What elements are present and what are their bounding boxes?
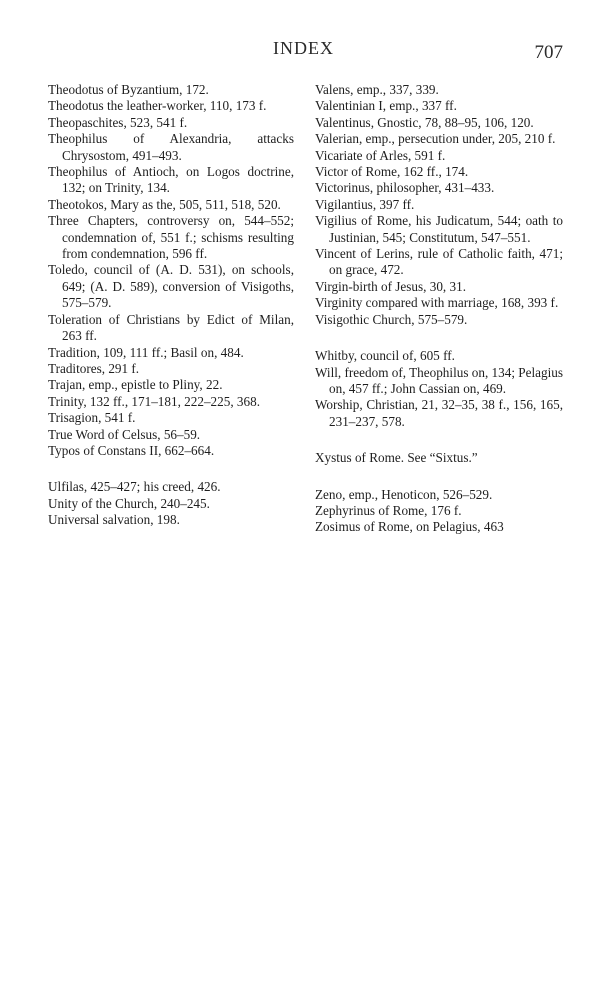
index-entry-references: , 541 f. — [98, 410, 136, 426]
index-entry — [315, 82, 563, 98]
index-entry-references: salvation, 198. — [99, 512, 180, 528]
index-entry-references: I, emp., 337 ff. — [375, 98, 457, 114]
index-entry-references: , emp., Henoticon, 526–529. — [342, 486, 493, 502]
index-entry-heading: Victorinus — [315, 180, 370, 196]
index-entry-heading: Valens — [315, 82, 351, 97]
index-group-v — [315, 82, 563, 328]
index-entry-heading: Ulfilas — [48, 479, 84, 495]
index-entry-references: , emp., 337, 339. — [350, 82, 439, 97]
index-entry — [48, 361, 294, 377]
index-entry-heading: Valentinus — [315, 114, 371, 130]
index-entry — [315, 213, 563, 246]
index-entry — [315, 365, 563, 398]
index-entry — [315, 519, 563, 535]
index-entry — [315, 503, 563, 519]
index-entry-references: of Arles, 591 f. — [362, 147, 446, 163]
index-entry-heading: Vincent — [315, 246, 356, 262]
index-entry-references: , 397 ff. — [372, 196, 415, 212]
index-entry — [315, 348, 563, 364]
index-entry-heading: Victor — [315, 164, 348, 180]
index-entry-heading: Valerian — [315, 131, 359, 147]
index-entry-references: , emp., persecution under, 205, 210 f. — [358, 131, 556, 147]
index-entry — [48, 115, 294, 131]
index-entry-references: of Alexandria, attacks Chrysostom, 491–493. — [62, 131, 294, 163]
index-entry-references: of Celsus, 56–59. — [104, 426, 201, 442]
index-entry-heading: Typos — [48, 442, 81, 458]
index-group-w — [315, 348, 563, 430]
index-column-left — [48, 82, 294, 529]
index-entry-references: , Mary as the, 505, 511, 518, 520. — [103, 196, 281, 212]
index-entry — [48, 312, 294, 345]
index-entry-references: of Rome, 176 f. — [375, 502, 462, 518]
index-group-x — [315, 450, 563, 466]
index-entry-references: , council of, 605 ff. — [353, 348, 455, 364]
index-entry-heading: Virginity — [315, 295, 363, 311]
index-entry-heading: Three Chapters — [48, 213, 135, 229]
index-entry — [315, 312, 563, 328]
index-entry-references: of Lerins, rule of Catholic faith, 471; on grace, 472. — [329, 246, 563, 278]
index-entry — [48, 98, 294, 114]
index-entry-references: of Constans II, 662–664. — [80, 442, 215, 458]
index-entry-heading: True Word — [48, 426, 105, 442]
index-entry — [48, 345, 294, 361]
index-entry-heading: Theophilus — [48, 131, 108, 147]
index-entry-heading: Zosimus — [315, 519, 361, 535]
index-entry-heading: Zephyrinus — [315, 502, 376, 518]
index-entry-heading: Valentinian — [315, 98, 376, 114]
index-entry — [315, 487, 563, 503]
index-entry-references: of Rome, on Pelagius, 463 — [360, 519, 504, 535]
index-entry-heading: Theodotus — [48, 82, 104, 97]
index-entry-references: , freedom of, Theophilus on, 134; Pelagius on, 457 ff.; John Cassian on, 469. — [329, 364, 563, 396]
index-entry-heading: Theopaschites — [48, 114, 124, 130]
index-entry — [315, 197, 563, 213]
index-entry — [48, 479, 294, 495]
index-entry — [48, 496, 294, 512]
index-group-u — [48, 479, 294, 528]
index-group-z — [315, 487, 563, 536]
index-entry-references: , 523, 541 f. — [123, 114, 188, 130]
index-entry — [315, 397, 563, 430]
index-entry-heading: Trinity — [48, 393, 84, 409]
index-entry-references: of Christians by Edict of Milan, 263 ff. — [62, 311, 294, 344]
index-entry — [48, 443, 294, 459]
index-entry-heading: Will — [315, 364, 338, 380]
index-entry-references: of the Church, 240–245. — [78, 495, 210, 511]
index-entry — [315, 115, 563, 131]
index-entry-references: , 132 ff., 171–181, 222–225, 368. — [83, 393, 260, 409]
index-entry-heading: Toleration — [48, 311, 103, 327]
index-entry-heading: Theotokos — [48, 196, 104, 212]
index-entry — [315, 98, 563, 114]
index-entry-heading: Unity — [48, 495, 79, 511]
index-entry-references: , 109, 111 ff.; Basil on, 484. — [96, 344, 244, 360]
index-entry-references: the leather-worker, 110, 173 f. — [103, 98, 267, 114]
page-number: 707 — [534, 42, 563, 63]
index-entry — [48, 164, 294, 197]
index-entry-references: , 425–427; his creed, 426. — [83, 479, 221, 495]
index-entry-heading: Xystus — [315, 450, 352, 466]
index-entry-heading: Tradition — [48, 344, 97, 360]
index-entry-references: compared with marriage, 168, 393 f. — [362, 295, 559, 311]
index-entry — [48, 213, 294, 262]
index-entry — [315, 131, 563, 147]
index-entry-heading: Vigilantius — [315, 196, 373, 212]
index-entry-heading: Zeno — [315, 486, 343, 502]
index-entry-heading: Vicariate — [315, 147, 363, 163]
index-entry-references: of Byzantium, 172. — [103, 82, 209, 97]
index-entry-heading: Whitby — [315, 348, 354, 364]
index-entry-references: , 291 f. — [101, 360, 140, 376]
index-entry-references: of Rome, 162 ff., 174. — [347, 164, 469, 180]
index-entry-heading: Vigilius — [315, 213, 357, 229]
index-entry — [48, 512, 294, 528]
index-entry — [48, 427, 294, 443]
index-entry-heading: Trajan — [48, 377, 82, 393]
index-entry — [315, 180, 563, 196]
index-entry — [315, 450, 563, 466]
index-entry-references: , Gnostic, 78, 88–95, 106, 120. — [370, 114, 534, 130]
index-entry — [315, 246, 563, 279]
index-entry-references: of Jesus, 30, 31. — [377, 278, 466, 294]
page-header-title: INDEX — [273, 38, 334, 58]
index-entry — [48, 131, 294, 164]
index-entry — [315, 164, 563, 180]
index-entry — [48, 410, 294, 426]
index-entry-references: , philosopher, 431–433. — [369, 180, 495, 196]
index-column-right — [315, 82, 563, 536]
index-entry-references: of Rome, his Judicatum, 544; oath to Justinian, 545; Constitutum, 547–551. — [329, 213, 563, 245]
index-entry — [48, 82, 294, 98]
index-entry-heading: Theophilus — [48, 164, 108, 180]
index-entry-heading: Visigothic — [315, 311, 370, 327]
index-group-t — [48, 82, 294, 459]
index-entry — [48, 377, 294, 393]
index-entry-references: , Christian, 21, 32–35, 38 f., 156, 165, 231–237, 578. — [329, 397, 563, 429]
index-entry-heading: Trisagion — [48, 410, 99, 426]
index-entry — [48, 197, 294, 213]
index-entry-heading: Universal — [48, 512, 100, 528]
index-entry-heading: Virgin-birth — [315, 278, 378, 294]
index-entry — [315, 148, 563, 164]
index-entry-heading: Traditores — [48, 360, 102, 376]
index-entry — [48, 262, 294, 311]
index-entry-heading: Theodotus — [48, 98, 104, 114]
index-entry-references: Church, 575–579. — [369, 311, 468, 327]
index-entry-references: , emp., epistle to Pliny, 22. — [81, 377, 223, 393]
index-entry — [315, 279, 563, 295]
index-entry-references: of Antioch, on Logos doctrine, 132; on Trinity, 134. — [62, 164, 294, 196]
index-entry — [315, 295, 563, 311]
index-entry-references: , controversy on, 544–552; condemnation of, 551 f.; schisms resulting from condemnation, 596 ff. — [62, 213, 295, 262]
index-entry-heading: Worship — [315, 397, 360, 413]
index-entry-references: of Rome. See “Sixtus.” — [351, 450, 478, 466]
index-entry — [48, 394, 294, 410]
index-entry-heading: Toledo — [48, 262, 85, 278]
index-entry-references: , council of (A. D. 531), on schools, 649; (A. D. 589), conversion of Visigoths, 575–579. — [62, 262, 294, 311]
